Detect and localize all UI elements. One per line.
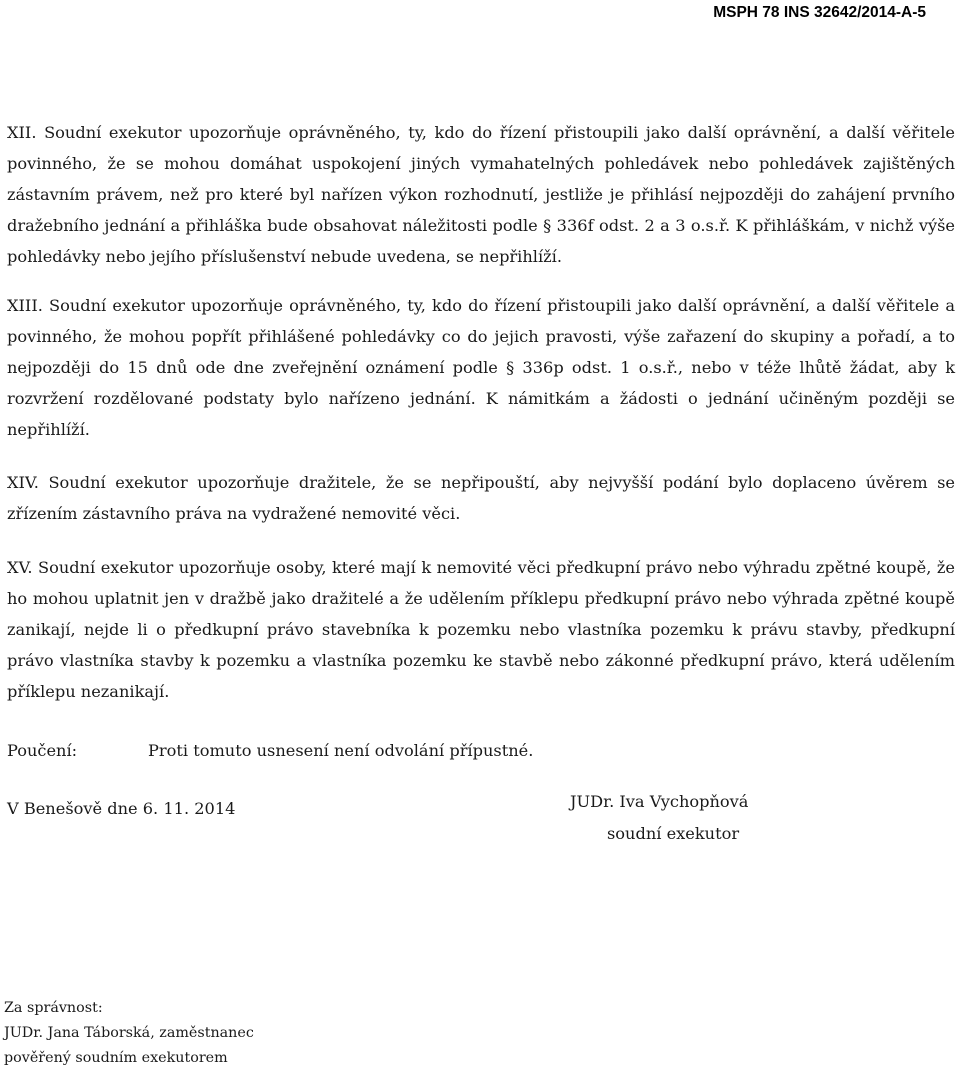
certifier-name: JUDr. Jana Táborská, zaměstnanec	[4, 1025, 254, 1041]
paragraph-xiv: XIV. Soudní exekutor upozorňuje dražitele, že se nepřipouští, aby nejvyšší podání bylo doplaceno úvěrem se zřízením zástavního práva na vydražené nemovité věci.	[7, 473, 955, 523]
document-reference: MSPH 78 INS 32642/2014-A-5	[713, 4, 926, 21]
paragraph-xv: XV. Soudní exekutor upozorňuje osoby, které mají k nemovité věci předkupní právo nebo výhradu zpětné koupě, že ho mohou uplatnit jen v dražbě jako dražitelé a že udělením příklepu předkupní právo nebo výhrada zpětné koupě zanikají, nejde li o předkupní právo stavebníka k pozemku nebo vlastníka pozemku k právu stavby, předkupní právo vlastníka stavby k pozemku a vlastníka pozemku ke stavbě nebo zákonné předkupní právo, která udělením příklepu nezanikají.	[7, 558, 955, 701]
certifier-role: pověřený soudním exekutorem	[4, 1050, 228, 1066]
document-body	[7, 117, 955, 824]
legal-notice	[7, 735, 955, 766]
certification-label: Za správnost:	[4, 1000, 103, 1016]
issue-date: V Benešově dne 6. 11. 2014	[7, 799, 236, 818]
legal-notice-text: Proti tomuto usnesení není odvolání přípustné.	[148, 741, 534, 760]
legal-notice-label: Poučení:	[7, 741, 78, 760]
signatory-name: JUDr. Iva Vychopňová	[570, 792, 749, 811]
paragraph-xiii: XIII. Soudní exekutor upozorňuje oprávněného, ty, kdo do řízení přistoupili jako další oprávnění, a další věřitele a povinného, že mohou popřít přihlášené pohledávky co do jejich pravosti, výše zařazení do skupiny a pořadí, a to nejpozději do 15 dnů ode dne zveřejnění oznámení podle § 336p odst. 1 o.s.ř., nebo v téže lhůtě žádat, aby k rozvržení rozdělované podstaty bylo nařízeno jednání. K námitkám a žádosti o jednání učiněným později se nepřihlíží.	[7, 296, 955, 439]
paragraph-xii: XII. Soudní exekutor upozorňuje oprávněného, ty, kdo do řízení přistoupili jako další oprávnění, a další věřitele povinného, že se mohou domáhat uspokojení jiných vymahatelných pohledávek nebo pohledávek zajištěných zástavním právem, než pro které byl nařízen výkon rozhodnutí, jestliže je přihlásí nejpozději do zahájení prvního dražebního jednání a přihláška bude obsahovat náležitosti podle § 336f odst. 2 a 3 o.s.ř. K přihláškám, v nichž výše pohledávky nebo jejího příslušenství nebude uvedena, se nepřihlíží.	[7, 123, 955, 266]
certification-footer	[4, 996, 254, 1071]
signatory-title: soudní exekutor	[607, 824, 740, 843]
